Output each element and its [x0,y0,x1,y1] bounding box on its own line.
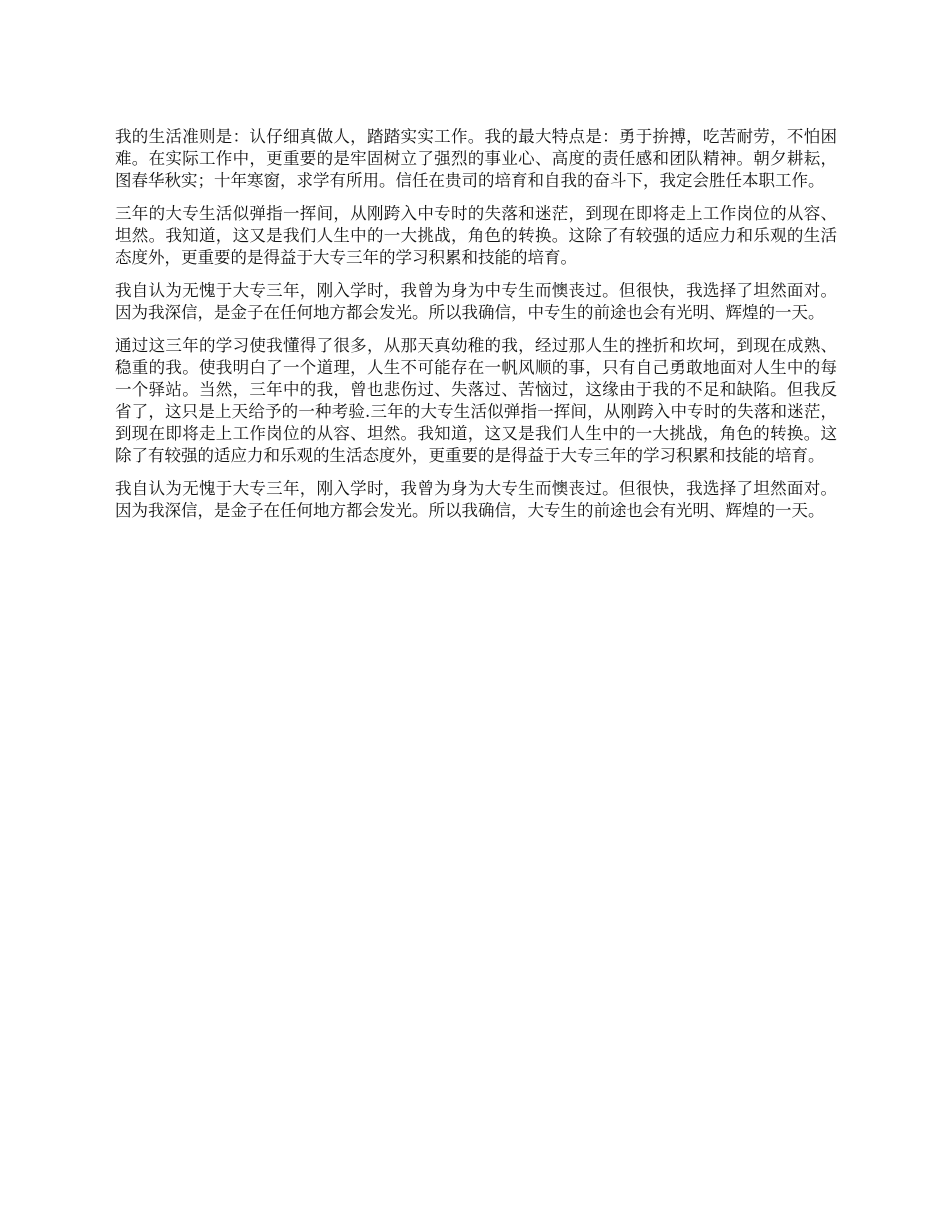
paragraph-4: 通过这三年的学习使我懂得了很多，从那天真幼稚的我，经过那人生的挫折和坎坷，到现在成熟、稳重的我。使我明白了一个道理，人生不可能存在一帆风顺的事，只有自己勇敢地面对人生中的每一个驿站。当然，三年中的我，曾也悲伤过、失落过、苦恼过，这缘由于我的不足和缺陷。但我反省了，这只是上天给予的一种考验.三年的大专生活似弹指一挥间，从刚跨入中专时的失落和迷茫，到现在即将走上工作岗位的从容、坦然。我知道，这又是我们人生中的一大挑战，角色的转换。这除了有较强的适应力和乐观的生活态度外，更重要的是得益于大专三年的学习积累和技能的培育。 [115,336,837,465]
paragraph-1: 我的生活准则是：认仔细真做人，踏踏实实工作。我的最大特点是：勇于拚搏，吃苦耐劳，不怕困难。在实际工作中，更重要的是牢固树立了强烈的事业心、高度的责任感和团队精神。朝夕耕耘，图春华秋实；十年寒窗，求学有所用。信任在贵司的培育和自我的奋斗下，我定会胜任本职工作。 [115,127,837,190]
paragraph-5: 我自认为无愧于大专三年，刚入学时，我曾为身为大专生而懊丧过。但很快，我选择了坦然面对。因为我深信，是金子在任何地方都会发光。所以我确信，大专生的前途也会有光明、辉煌的一天。 [115,479,837,520]
paragraph-3: 我自认为无愧于大专三年，刚入学时，我曾为身为中专生而懊丧过。但很快，我选择了坦然面对。因为我深信，是金子在任何地方都会发光。所以我确信，中专生的前途也会有光明、辉煌的一天。 [115,281,837,322]
paragraph-2: 三年的大专生活似弹指一挥间，从刚跨入中专时的失落和迷茫，到现在即将走上工作岗位的从容、坦然。我知道，这又是我们人生中的一大挑战，角色的转换。这除了有较强的适应力和乐观的生活态度外，更重要的是得益于大专三年的学习积累和技能的培育。 [115,204,837,267]
document-body [115,126,837,533]
